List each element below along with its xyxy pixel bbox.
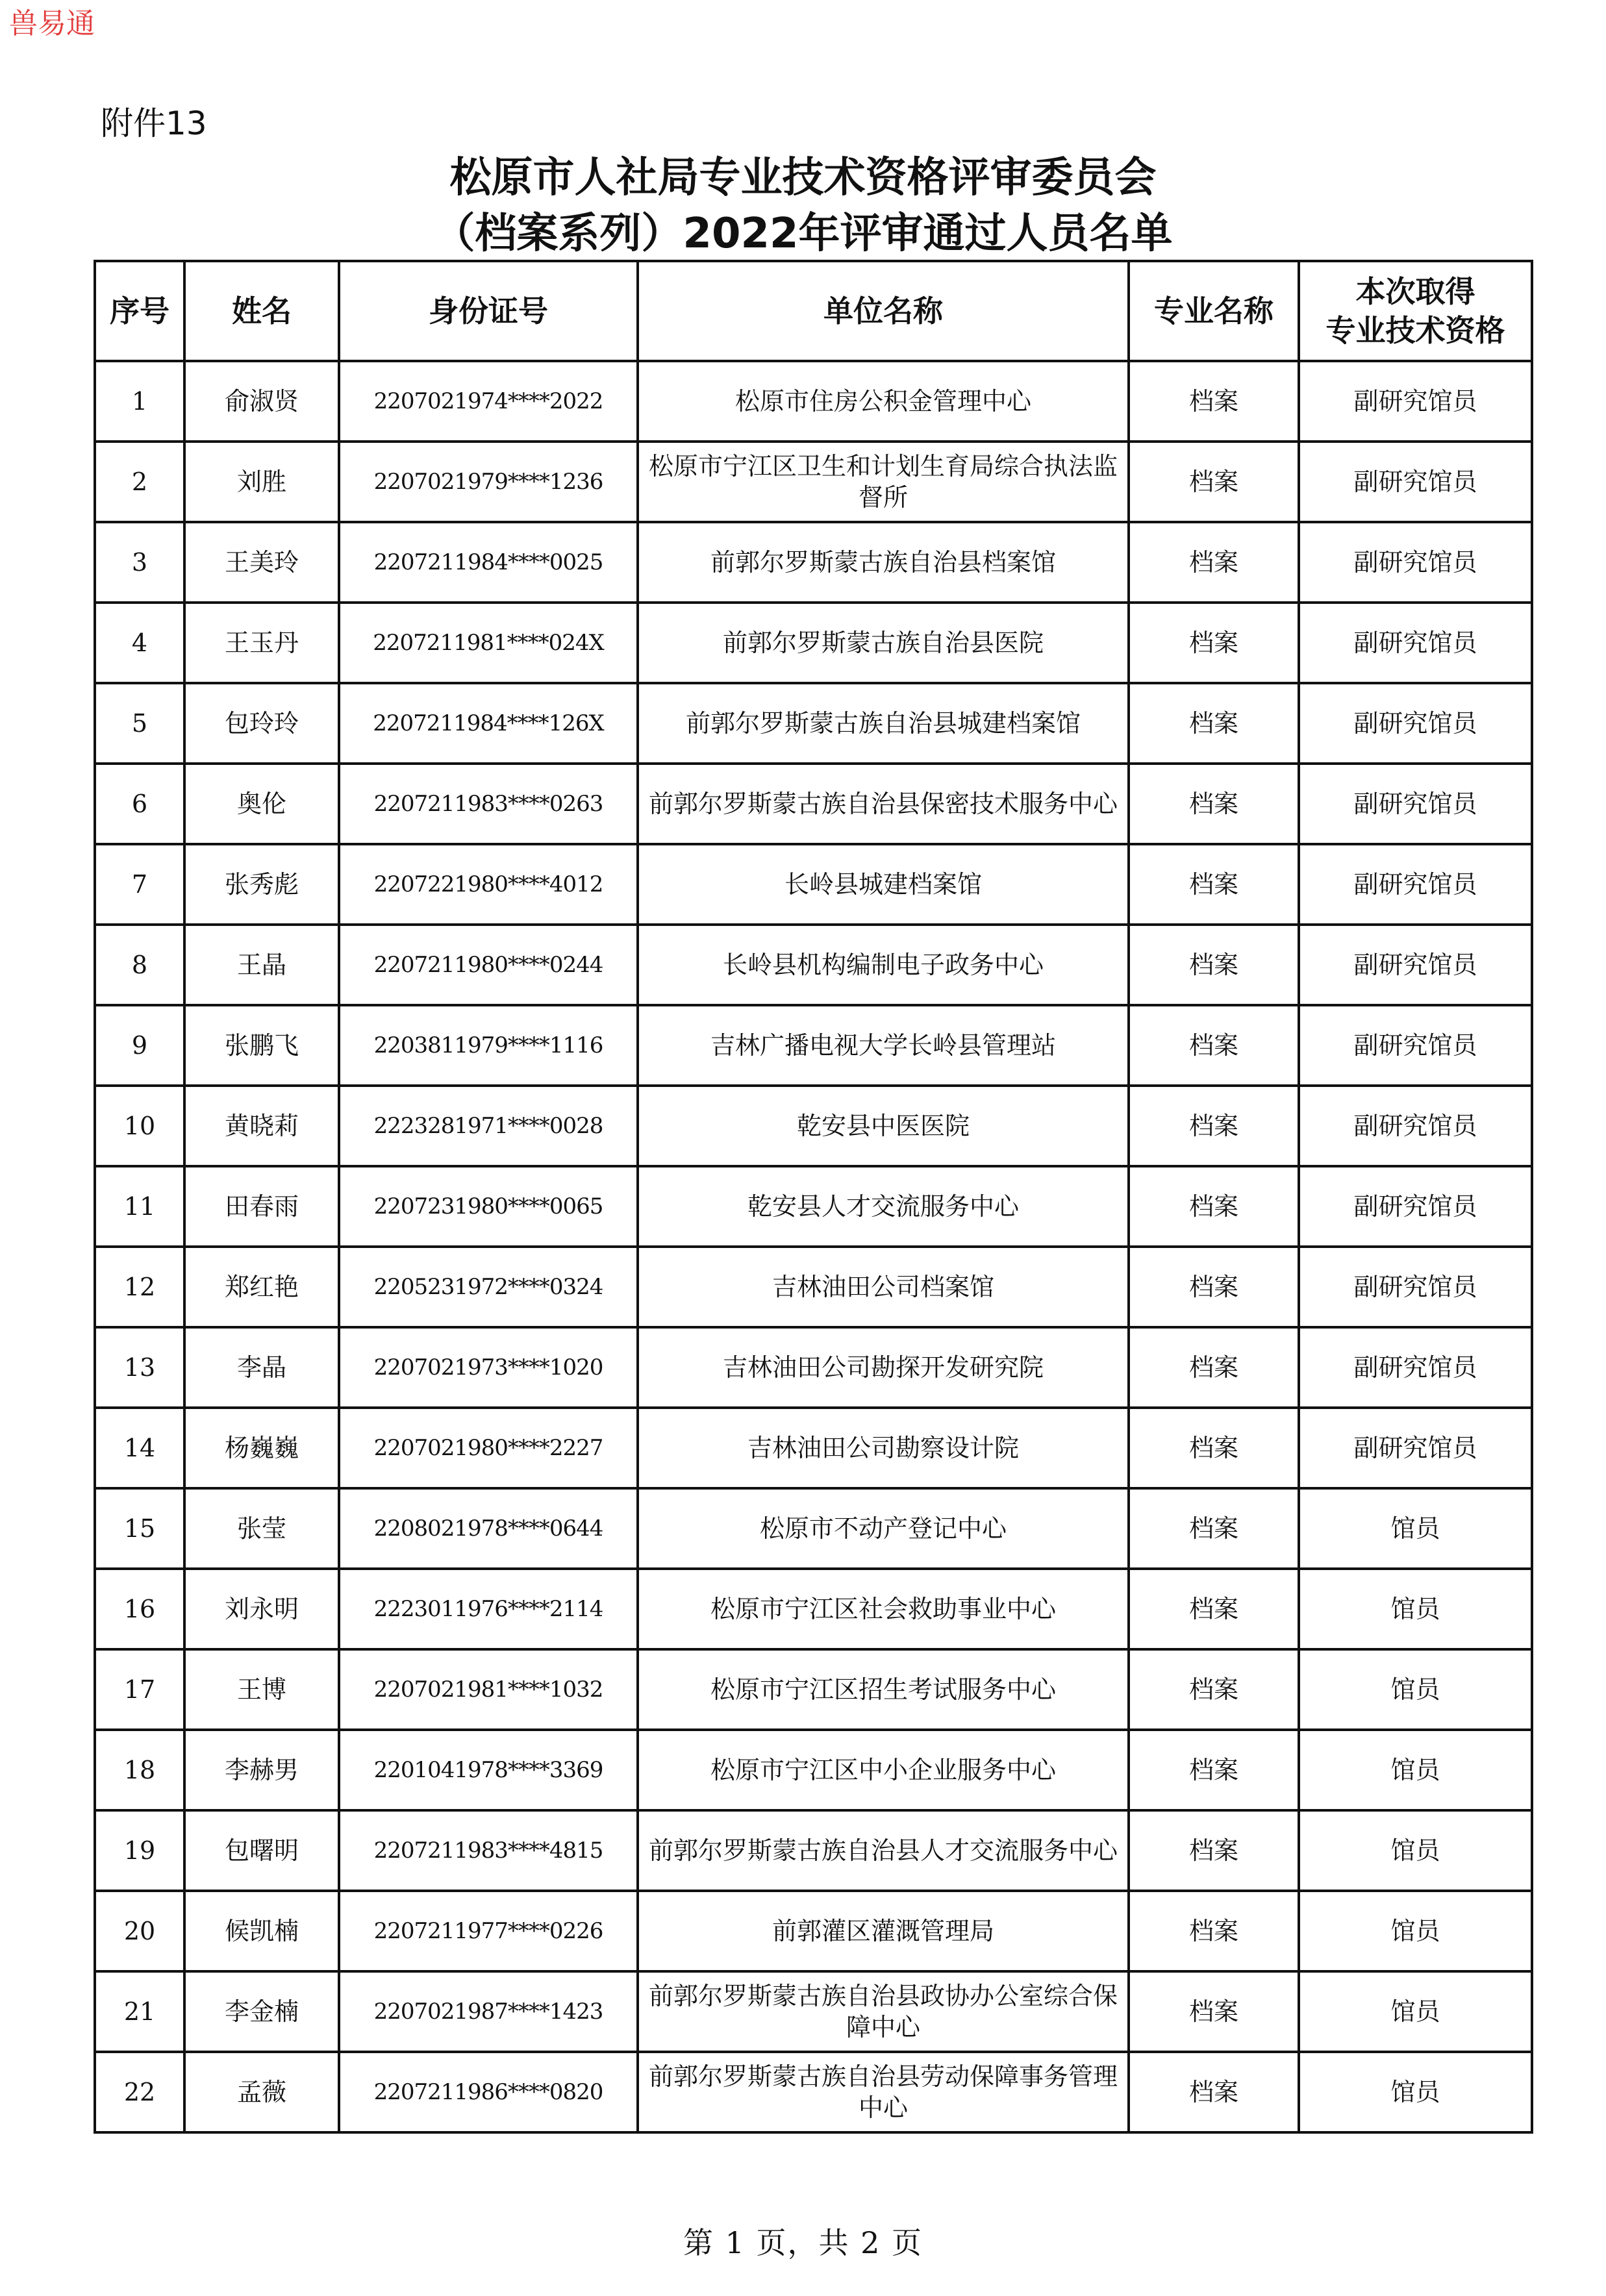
table-row <box>95 1086 1532 1166</box>
cell-major: 档案 <box>1129 1488 1299 1569</box>
table-row <box>95 1005 1532 1086</box>
cell-seq: 16 <box>95 1569 184 1649</box>
cell-seq: 2 <box>95 442 184 522</box>
cell-seq: 21 <box>95 1971 184 2052</box>
cell-name: 李金楠 <box>184 1971 339 2052</box>
table-row <box>95 925 1532 1005</box>
cell-qualification: 副研究馆员 <box>1299 925 1532 1005</box>
attachment-label: 附件13 <box>101 105 207 142</box>
cell-unit-name: 松原市宁江区社会救助事业中心 <box>638 1569 1129 1649</box>
cell-major: 档案 <box>1129 1730 1299 1810</box>
header-qualification-line-1: 本次取得 <box>1355 274 1475 309</box>
cell-name: 包曙明 <box>184 1810 339 1891</box>
table-row <box>95 1730 1532 1810</box>
table-row <box>95 2052 1532 2132</box>
cell-major: 档案 <box>1129 1649 1299 1730</box>
cell-name: 孟薇 <box>184 2052 339 2132</box>
cell-id-number: 2207221980****4012 <box>339 844 638 925</box>
cell-qualification: 副研究馆员 <box>1299 442 1532 522</box>
cell-id-number: 2207021981****1032 <box>339 1649 638 1730</box>
cell-id-number: 2223281971****0028 <box>339 1086 638 1166</box>
table-row <box>95 522 1532 603</box>
cell-seq: 3 <box>95 522 184 603</box>
table-row <box>95 1488 1532 1569</box>
cell-major: 档案 <box>1129 1086 1299 1166</box>
cell-major: 档案 <box>1129 1005 1299 1086</box>
cell-qualification: 副研究馆员 <box>1299 1327 1532 1408</box>
cell-unit-name: 长岭县机构编制电子政务中心 <box>638 925 1129 1005</box>
cell-name: 包玲玲 <box>184 683 339 764</box>
cell-major: 档案 <box>1129 361 1299 442</box>
cell-name: 杨巍巍 <box>184 1408 339 1488</box>
cell-qualification: 馆员 <box>1299 1569 1532 1649</box>
cell-major: 档案 <box>1129 1810 1299 1891</box>
cell-unit-name: 乾安县人才交流服务中心 <box>638 1166 1129 1247</box>
cell-major: 档案 <box>1129 683 1299 764</box>
cell-id-number: 2207211983****4815 <box>339 1810 638 1891</box>
cell-id-number: 2207021974****2022 <box>339 361 638 442</box>
document-title-line-1: 松原市人社局专业技术资格评审委员会 <box>449 154 1157 202</box>
cell-id-number: 2201041978****3369 <box>339 1730 638 1810</box>
cell-seq: 8 <box>95 925 184 1005</box>
cell-qualification: 馆员 <box>1299 1649 1532 1730</box>
cell-id-number: 2207211981****024X <box>339 603 638 683</box>
table-row <box>95 1891 1532 1971</box>
cell-unit-name: 松原市宁江区卫生和计划生育局综合执法监督所 <box>638 442 1129 522</box>
cell-id-number: 2207211984****126X <box>339 683 638 764</box>
cell-qualification: 副研究馆员 <box>1299 1005 1532 1086</box>
cell-id-number: 2207021973****1020 <box>339 1327 638 1408</box>
table-row <box>95 683 1532 764</box>
table-row <box>95 1649 1532 1730</box>
table-row <box>95 442 1532 522</box>
cell-qualification: 副研究馆员 <box>1299 844 1532 925</box>
table-row <box>95 764 1532 844</box>
cell-name: 刘永明 <box>184 1569 339 1649</box>
cell-unit-name: 松原市宁江区招生考试服务中心 <box>638 1649 1129 1730</box>
cell-qualification: 馆员 <box>1299 1971 1532 2052</box>
cell-id-number: 2207021979****1236 <box>339 442 638 522</box>
table-row <box>95 844 1532 925</box>
cell-seq: 22 <box>95 2052 184 2132</box>
cell-major: 档案 <box>1129 442 1299 522</box>
cell-seq: 4 <box>95 603 184 683</box>
cell-name: 张秀彪 <box>184 844 339 925</box>
table-row <box>95 1408 1532 1488</box>
cell-name: 王美玲 <box>184 522 339 603</box>
cell-seq: 10 <box>95 1086 184 1166</box>
cell-qualification: 副研究馆员 <box>1299 603 1532 683</box>
cell-qualification: 副研究馆员 <box>1299 361 1532 442</box>
cell-unit-name: 前郭尔罗斯蒙古族自治县政协办公室综合保障中心 <box>638 1971 1129 2052</box>
cell-seq: 12 <box>95 1247 184 1327</box>
cell-unit-name: 前郭尔罗斯蒙古族自治县城建档案馆 <box>638 683 1129 764</box>
cell-seq: 20 <box>95 1891 184 1971</box>
table-row <box>95 1166 1532 1247</box>
cell-qualification: 馆员 <box>1299 1810 1532 1891</box>
cell-major: 档案 <box>1129 1166 1299 1247</box>
cell-id-number: 2207211977****0226 <box>339 1891 638 1971</box>
cell-seq: 6 <box>95 764 184 844</box>
cell-seq: 19 <box>95 1810 184 1891</box>
cell-qualification: 馆员 <box>1299 2052 1532 2132</box>
cell-unit-name: 前郭尔罗斯蒙古族自治县档案馆 <box>638 522 1129 603</box>
cell-qualification: 馆员 <box>1299 1730 1532 1810</box>
table-row <box>95 1810 1532 1891</box>
cell-major: 档案 <box>1129 1408 1299 1488</box>
cell-major: 档案 <box>1129 764 1299 844</box>
cell-id-number: 2207211980****0244 <box>339 925 638 1005</box>
cell-major: 档案 <box>1129 1891 1299 1971</box>
cell-seq: 18 <box>95 1730 184 1810</box>
cell-qualification: 副研究馆员 <box>1299 522 1532 603</box>
cell-id-number: 2207211986****0820 <box>339 2052 638 2132</box>
cell-name: 奥伦 <box>184 764 339 844</box>
cell-id-number: 2205231972****0324 <box>339 1247 638 1327</box>
page-number-footer: 第 1 页，共 2 页 <box>683 2225 923 2260</box>
cell-unit-name: 松原市不动产登记中心 <box>638 1488 1129 1569</box>
document-title-line-2: （档案系列）2022年评审通过人员名单 <box>433 210 1173 258</box>
cell-major: 档案 <box>1129 603 1299 683</box>
cell-major: 档案 <box>1129 1971 1299 2052</box>
header-id-number: 身份证号 <box>339 261 638 361</box>
cell-seq: 1 <box>95 361 184 442</box>
cell-seq: 17 <box>95 1649 184 1730</box>
cell-unit-name: 松原市宁江区中小企业服务中心 <box>638 1730 1129 1810</box>
cell-unit-name: 前郭尔罗斯蒙古族自治县医院 <box>638 603 1129 683</box>
cell-seq: 13 <box>95 1327 184 1408</box>
cell-seq: 9 <box>95 1005 184 1086</box>
header-major: 专业名称 <box>1129 261 1299 361</box>
cell-major: 档案 <box>1129 2052 1299 2132</box>
cell-unit-name: 吉林广播电视大学长岭县管理站 <box>638 1005 1129 1086</box>
cell-id-number: 2207021980****2227 <box>339 1408 638 1488</box>
cell-unit-name: 吉林油田公司档案馆 <box>638 1247 1129 1327</box>
cell-qualification: 副研究馆员 <box>1299 683 1532 764</box>
cell-id-number: 2207231980****0065 <box>339 1166 638 1247</box>
cell-unit-name: 吉林油田公司勘察设计院 <box>638 1408 1129 1488</box>
cell-qualification: 副研究馆员 <box>1299 764 1532 844</box>
table-header-row <box>95 261 1532 361</box>
cell-major: 档案 <box>1129 844 1299 925</box>
cell-name: 张莹 <box>184 1488 339 1569</box>
cell-major: 档案 <box>1129 1569 1299 1649</box>
cell-id-number: 2223011976****2114 <box>339 1569 638 1649</box>
cell-id-number: 2208021978****0644 <box>339 1488 638 1569</box>
cell-qualification: 副研究馆员 <box>1299 1086 1532 1166</box>
cell-seq: 7 <box>95 844 184 925</box>
cell-name: 郑红艳 <box>184 1247 339 1327</box>
table-row <box>95 1247 1532 1327</box>
header-name: 姓名 <box>184 261 339 361</box>
cell-major: 档案 <box>1129 1247 1299 1327</box>
cell-name: 俞淑贤 <box>184 361 339 442</box>
cell-name: 黄晓莉 <box>184 1086 339 1166</box>
cell-name: 王晶 <box>184 925 339 1005</box>
header-seq: 序号 <box>95 261 184 361</box>
cell-name: 张鹏飞 <box>184 1005 339 1086</box>
cell-name: 李晶 <box>184 1327 339 1408</box>
table-row <box>95 603 1532 683</box>
cell-qualification: 副研究馆员 <box>1299 1166 1532 1247</box>
cell-unit-name: 前郭尔罗斯蒙古族自治县劳动保障事务管理中心 <box>638 2052 1129 2132</box>
cell-unit-name: 松原市住房公积金管理中心 <box>638 361 1129 442</box>
table-row <box>95 1327 1532 1408</box>
cell-name: 田春雨 <box>184 1166 339 1247</box>
cell-name: 王博 <box>184 1649 339 1730</box>
cell-unit-name: 吉林油田公司勘探开发研究院 <box>638 1327 1129 1408</box>
cell-unit-name: 长岭县城建档案馆 <box>638 844 1129 925</box>
cell-seq: 15 <box>95 1488 184 1569</box>
cell-seq: 5 <box>95 683 184 764</box>
cell-id-number: 2207021987****1423 <box>339 1971 638 2052</box>
cell-qualification: 馆员 <box>1299 1891 1532 1971</box>
cell-unit-name: 前郭灌区灌溉管理局 <box>638 1891 1129 1971</box>
cell-major: 档案 <box>1129 925 1299 1005</box>
cell-id-number: 2207211984****0025 <box>339 522 638 603</box>
cell-major: 档案 <box>1129 522 1299 603</box>
table-row <box>95 361 1532 442</box>
table-row <box>95 1971 1532 2052</box>
cell-id-number: 2207211983****0263 <box>339 764 638 844</box>
cell-seq: 11 <box>95 1166 184 1247</box>
cell-qualification: 馆员 <box>1299 1488 1532 1569</box>
cell-unit-name: 乾安县中医医院 <box>638 1086 1129 1166</box>
cell-seq: 14 <box>95 1408 184 1488</box>
cell-id-number: 2203811979****1116 <box>339 1005 638 1086</box>
header-unit-name: 单位名称 <box>638 261 1129 361</box>
cell-name: 王玉丹 <box>184 603 339 683</box>
header-qualification-line-2: 专业技术资格 <box>1325 313 1505 348</box>
table-row <box>95 1569 1532 1649</box>
watermark-logo-text: 兽易通 <box>9 7 95 40</box>
personnel-table <box>94 260 1533 2134</box>
header-qualification <box>1299 261 1532 361</box>
cell-name: 刘胜 <box>184 442 339 522</box>
cell-unit-name: 前郭尔罗斯蒙古族自治县保密技术服务中心 <box>638 764 1129 844</box>
cell-qualification: 副研究馆员 <box>1299 1247 1532 1327</box>
cell-name: 候凯楠 <box>184 1891 339 1971</box>
cell-unit-name: 前郭尔罗斯蒙古族自治县人才交流服务中心 <box>638 1810 1129 1891</box>
cell-qualification: 副研究馆员 <box>1299 1408 1532 1488</box>
cell-major: 档案 <box>1129 1327 1299 1408</box>
cell-name: 李赫男 <box>184 1730 339 1810</box>
